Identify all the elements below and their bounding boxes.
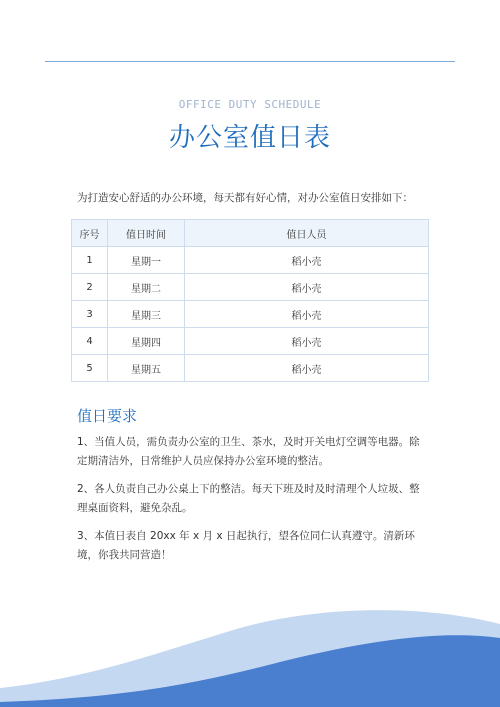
table-row xyxy=(72,328,429,355)
intro-text: 为打造安心舒适的办公环境，每天都有好心情，对办公室值日安排如下： xyxy=(77,192,413,204)
row-index: 2 xyxy=(72,274,108,301)
requirement-item: 2、各人负责自己办公桌上下的整洁。每天下班及时及时清理个人垃圾、整理桌面资料，避免杂乱。 xyxy=(77,483,420,514)
row-index: 5 xyxy=(72,355,108,382)
row-person: 稻小壳 xyxy=(185,301,429,328)
row-person: 稻小壳 xyxy=(185,274,429,301)
header-index: 序号 xyxy=(72,220,108,247)
top-divider xyxy=(45,61,455,62)
requirement-item: 1、当值人员，需负责办公室的卫生、茶水，及时开关电灯空调等电器。除定期清洁外，日常维护人员应保持办公室环境的整洁。 xyxy=(77,436,420,467)
row-day: 星期二 xyxy=(108,274,185,301)
requirements-list xyxy=(77,433,425,574)
page-subtitle: OFFICE DUTY SCHEDULE xyxy=(178,98,322,111)
header-duty-time: 值日时间 xyxy=(108,220,185,247)
duty-table xyxy=(71,219,429,382)
row-person: 稻小壳 xyxy=(185,247,429,274)
table-row xyxy=(72,301,429,328)
row-person: 稻小壳 xyxy=(185,355,429,382)
requirements-title: 值日要求 xyxy=(77,407,138,425)
header-duty-person: 值日人员 xyxy=(185,220,429,247)
row-day: 星期四 xyxy=(108,328,185,355)
table-row xyxy=(72,274,429,301)
requirement-item: 3、本值日表自 20xx 年 x 月 x 日起执行，望各位同仁认真遵守。清新环境，你我共同营造！ xyxy=(77,530,415,561)
row-person: 稻小壳 xyxy=(185,328,429,355)
table-header-row xyxy=(72,220,429,247)
footer-wave-decoration xyxy=(0,590,500,707)
table-row xyxy=(72,355,429,382)
row-day: 星期三 xyxy=(108,301,185,328)
page-title: 办公室值日表 xyxy=(168,123,331,153)
row-index: 4 xyxy=(72,328,108,355)
row-index: 3 xyxy=(72,301,108,328)
row-day: 星期五 xyxy=(108,355,185,382)
row-index: 1 xyxy=(72,247,108,274)
row-day: 星期一 xyxy=(108,247,185,274)
table-row xyxy=(72,247,429,274)
